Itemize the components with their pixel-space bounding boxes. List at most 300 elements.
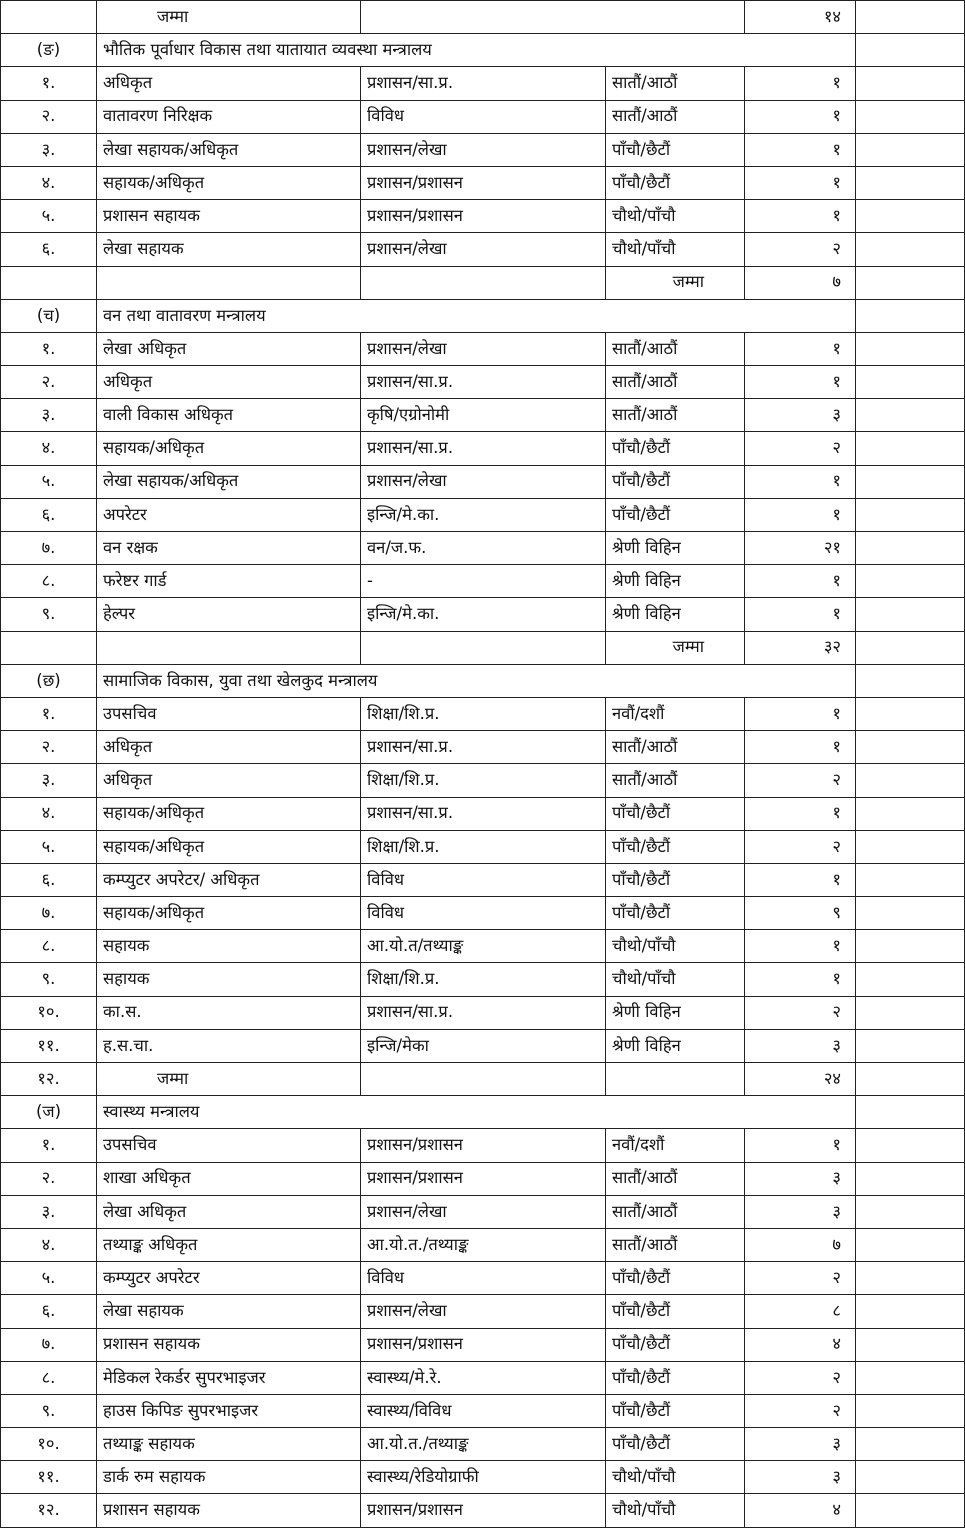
post-title-cell: अधिकृत <box>97 366 361 399</box>
table-row <box>1 1262 965 1295</box>
level-cell: पाँचौ/छैटौं <box>606 1262 745 1295</box>
empty-cell <box>856 664 965 697</box>
level-cell: नवौं/दशौं <box>606 697 745 730</box>
post-title-cell: अधिकृत <box>97 67 361 100</box>
post-title-cell: सहायक/अधिकृत <box>97 897 361 930</box>
service-group-cell: प्रशासन/लेखा <box>361 1195 606 1228</box>
empty-cell <box>361 266 606 299</box>
empty-cell <box>856 1228 965 1261</box>
empty-cell <box>361 1063 606 1096</box>
empty-cell <box>856 1295 965 1328</box>
level-cell: पाँचौ/छैटौं <box>606 133 745 166</box>
post-title-cell: हेल्पर <box>97 598 361 631</box>
table-row <box>1 100 965 133</box>
serial-number-cell: ७. <box>1 532 97 565</box>
level-cell: पाँचौ/छैटौं <box>606 1428 745 1461</box>
table-row <box>1 996 965 1029</box>
ministry-name-cell: वन तथा वातावरण मन्त्रालय <box>97 299 856 332</box>
empty-cell <box>856 797 965 830</box>
service-group-cell: प्रशासन/प्रशासन <box>361 1162 606 1195</box>
service-group-cell: आ.यो.त./तथ्याङ्क <box>361 1428 606 1461</box>
serial-number-cell: ५. <box>1 1262 97 1295</box>
empty-cell <box>856 565 965 598</box>
serial-number-cell: १०. <box>1 996 97 1029</box>
post-count-cell: १ <box>745 1129 856 1162</box>
service-group-cell: इन्जि/मेका <box>361 1029 606 1062</box>
empty-cell <box>856 1494 965 1527</box>
table-row <box>1 133 965 166</box>
post-title-cell: तथ्याङ्क सहायक <box>97 1428 361 1461</box>
empty-cell <box>1 1 97 34</box>
empty-cell <box>856 1195 965 1228</box>
empty-cell <box>856 1029 965 1062</box>
section-code-cell: (ज) <box>1 1096 97 1129</box>
serial-number-cell: ६. <box>1 498 97 531</box>
section-code-cell: (छ) <box>1 664 97 697</box>
serial-number-cell: ३. <box>1 399 97 432</box>
total-row <box>1 266 965 299</box>
serial-number-cell: ३. <box>1 764 97 797</box>
empty-cell <box>856 598 965 631</box>
level-cell: पाँचौ/छैटौं <box>606 897 745 930</box>
post-title-cell: मेडिकल रेकर्डर सुपरभाइजर <box>97 1361 361 1394</box>
section-header-row <box>1 299 965 332</box>
table-row <box>1 366 965 399</box>
post-title-cell: कम्प्युटर अपरेटर/ अधिकृत <box>97 863 361 896</box>
service-group-cell: प्रशासन/लेखा <box>361 1295 606 1328</box>
serial-number-cell: २. <box>1 366 97 399</box>
post-title-cell: लेखा सहायक/अधिकृत <box>97 465 361 498</box>
level-cell: सातौं/आठौं <box>606 67 745 100</box>
table-row <box>1 897 965 930</box>
total-count-cell: ३२ <box>745 631 856 664</box>
table-row <box>1 1129 965 1162</box>
ministry-name-cell: स्वास्थ्य मन्त्रालय <box>97 1096 856 1129</box>
level-cell: सातौं/आठौं <box>606 731 745 764</box>
empty-cell <box>856 498 965 531</box>
service-group-cell: शिक्षा/शि.प्र. <box>361 830 606 863</box>
post-title-cell: प्रशासन सहायक <box>97 200 361 233</box>
table-row <box>1 332 965 365</box>
empty-cell <box>856 963 965 996</box>
table-row <box>1 1461 965 1494</box>
service-group-cell: - <box>361 565 606 598</box>
post-title-cell: अधिकृत <box>97 764 361 797</box>
post-count-cell: ४ <box>745 1328 856 1361</box>
empty-cell <box>856 1 965 34</box>
serial-number-cell: ११. <box>1 1029 97 1062</box>
post-count-cell: ९ <box>745 897 856 930</box>
total-label-cell: जम्मा <box>606 266 745 299</box>
serial-number-cell: ६. <box>1 1295 97 1328</box>
empty-cell <box>856 764 965 797</box>
service-group-cell: प्रशासन/प्रशासन <box>361 1129 606 1162</box>
table-row <box>1 731 965 764</box>
serial-number-cell: २. <box>1 1162 97 1195</box>
serial-number-cell: ९. <box>1 963 97 996</box>
service-group-cell: आ.यो.त./तथ्याङ्क <box>361 1228 606 1261</box>
post-count-cell: १ <box>745 166 856 199</box>
table-row <box>1 1428 965 1461</box>
empty-cell <box>856 67 965 100</box>
empty-cell <box>856 1461 965 1494</box>
post-title-cell: अपरेटर <box>97 498 361 531</box>
post-count-cell: ३ <box>745 1195 856 1228</box>
level-cell: सातौं/आठौं <box>606 399 745 432</box>
total-row <box>1 1063 965 1096</box>
service-group-cell: स्वास्थ्य/विविध <box>361 1394 606 1427</box>
service-group-cell: प्रशासन/सा.प्र. <box>361 67 606 100</box>
serial-number-cell: ८. <box>1 930 97 963</box>
service-group-cell: प्रशासन/सा.प्र. <box>361 432 606 465</box>
serial-number-cell: ६. <box>1 863 97 896</box>
level-cell: सातौं/आठौं <box>606 1162 745 1195</box>
service-group-cell: प्रशासन/सा.प्र. <box>361 731 606 764</box>
table-row <box>1 1328 965 1361</box>
empty-cell <box>856 1328 965 1361</box>
empty-cell <box>856 631 965 664</box>
table-row <box>1 963 965 996</box>
post-count-cell: ३ <box>745 1162 856 1195</box>
post-count-cell: १ <box>745 133 856 166</box>
empty-cell <box>856 366 965 399</box>
level-cell: चौथो/पाँचौ <box>606 963 745 996</box>
table-row <box>1 764 965 797</box>
level-cell: नवौं/दशौं <box>606 1129 745 1162</box>
post-count-cell: ३ <box>745 399 856 432</box>
table-row <box>1 1228 965 1261</box>
empty-cell <box>856 399 965 432</box>
service-group-cell: प्रशासन/प्रशासन <box>361 166 606 199</box>
serial-number-cell: १२. <box>1 1063 97 1096</box>
level-cell: श्रेणी विहिन <box>606 532 745 565</box>
post-title-cell: ह.स.चा. <box>97 1029 361 1062</box>
post-count-cell: २ <box>745 1361 856 1394</box>
serial-number-cell: १. <box>1 332 97 365</box>
empty-cell <box>856 1394 965 1427</box>
total-label-cell: जम्मा <box>97 1 361 34</box>
post-title-cell: हाउस किपिङ सुपरभाइजर <box>97 1394 361 1427</box>
empty-cell <box>606 1063 745 1096</box>
serial-number-cell: ११. <box>1 1461 97 1494</box>
level-cell: चौथो/पाँचौ <box>606 200 745 233</box>
empty-cell <box>1 266 97 299</box>
level-cell: सातौं/आठौं <box>606 332 745 365</box>
post-title-cell: का.स. <box>97 996 361 1029</box>
empty-cell <box>856 930 965 963</box>
post-title-cell: सहायक/अधिकृत <box>97 830 361 863</box>
level-cell: सातौं/आठौं <box>606 366 745 399</box>
post-title-cell: अधिकृत <box>97 731 361 764</box>
post-count-cell: १ <box>745 498 856 531</box>
total-count-cell: २४ <box>745 1063 856 1096</box>
level-cell: पाँचौ/छैटौं <box>606 1295 745 1328</box>
post-count-cell: २१ <box>745 532 856 565</box>
empty-cell <box>856 863 965 896</box>
service-group-cell: प्रशासन/लेखा <box>361 465 606 498</box>
serial-number-cell: ४. <box>1 1228 97 1261</box>
table-row <box>1 399 965 432</box>
post-count-cell: ३ <box>745 1461 856 1494</box>
service-group-cell: विविध <box>361 1262 606 1295</box>
post-title-cell: लेखा अधिकृत <box>97 1195 361 1228</box>
level-cell: श्रेणी विहिन <box>606 996 745 1029</box>
serial-number-cell: ९. <box>1 1394 97 1427</box>
table-row <box>1 432 965 465</box>
service-group-cell: इन्जि/मे.का. <box>361 498 606 531</box>
table-row <box>1 498 965 531</box>
table-row <box>1 532 965 565</box>
service-group-cell: स्वास्थ्य/रेडियोग्राफी <box>361 1461 606 1494</box>
table-row <box>1 1162 965 1195</box>
serial-number-cell: २. <box>1 100 97 133</box>
post-count-cell: १ <box>745 565 856 598</box>
empty-cell <box>856 233 965 266</box>
post-count-cell: १ <box>745 697 856 730</box>
table-row <box>1 1361 965 1394</box>
post-count-cell: ३ <box>745 1029 856 1062</box>
service-group-cell: विविध <box>361 863 606 896</box>
empty-cell <box>856 1129 965 1162</box>
post-count-cell: १ <box>745 366 856 399</box>
total-count-cell: १४ <box>745 1 856 34</box>
table-row <box>1 697 965 730</box>
table-row <box>1 565 965 598</box>
service-group-cell: प्रशासन/प्रशासन <box>361 1494 606 1527</box>
post-title-cell: डार्क रुम सहायक <box>97 1461 361 1494</box>
serial-number-cell: ५. <box>1 200 97 233</box>
post-count-cell: १ <box>745 863 856 896</box>
table-row <box>1 67 965 100</box>
level-cell: पाँचौ/छैटौं <box>606 863 745 896</box>
empty-cell <box>856 1262 965 1295</box>
ministry-name-cell: सामाजिक विकास, युवा तथा खेलकुद मन्त्रालय <box>97 664 856 697</box>
post-count-cell: १ <box>745 731 856 764</box>
post-count-cell: १ <box>745 598 856 631</box>
serial-number-cell: ४. <box>1 797 97 830</box>
section-header-row <box>1 34 965 67</box>
empty-cell <box>856 332 965 365</box>
serial-number-cell: १२. <box>1 1494 97 1527</box>
empty-cell <box>361 631 606 664</box>
serial-number-cell: ५. <box>1 465 97 498</box>
post-count-cell: १ <box>745 963 856 996</box>
serial-number-cell: ९. <box>1 598 97 631</box>
level-cell: सातौं/आठौं <box>606 1195 745 1228</box>
service-group-cell: प्रशासन/प्रशासन <box>361 200 606 233</box>
table-row <box>1 1195 965 1228</box>
service-group-cell: वन/ज.फ. <box>361 532 606 565</box>
serial-number-cell: २. <box>1 731 97 764</box>
post-title-cell: वन रक्षक <box>97 532 361 565</box>
empty-cell <box>856 34 965 67</box>
service-group-cell: प्रशासन/लेखा <box>361 133 606 166</box>
post-title-cell: लेखा सहायक <box>97 1295 361 1328</box>
level-cell: पाँचौ/छैटौं <box>606 1328 745 1361</box>
post-title-cell: फरेष्टर गार्ड <box>97 565 361 598</box>
post-title-cell: वाली विकास अधिकृत <box>97 399 361 432</box>
post-count-cell: १ <box>745 100 856 133</box>
service-group-cell: विविध <box>361 100 606 133</box>
level-cell: सातौं/आठौं <box>606 100 745 133</box>
empty-cell <box>856 1063 965 1096</box>
table-row <box>1 830 965 863</box>
post-count-cell: ८ <box>745 1295 856 1328</box>
level-cell: श्रेणी विहिन <box>606 565 745 598</box>
empty-cell <box>856 133 965 166</box>
empty-cell <box>856 1096 965 1129</box>
table-row <box>1 797 965 830</box>
serial-number-cell: ७. <box>1 897 97 930</box>
post-title-cell: प्रशासन सहायक <box>97 1328 361 1361</box>
empty-cell <box>856 1361 965 1394</box>
serial-number-cell: १. <box>1 1129 97 1162</box>
service-group-cell: प्रशासन/सा.प्र. <box>361 366 606 399</box>
empty-cell <box>856 897 965 930</box>
empty-cell <box>856 731 965 764</box>
empty-cell <box>856 100 965 133</box>
post-title-cell: प्रशासन सहायक <box>97 1494 361 1527</box>
post-title-cell: सहायक <box>97 930 361 963</box>
table-row <box>1 200 965 233</box>
post-count-cell: २ <box>745 830 856 863</box>
level-cell: पाँचौ/छैटौं <box>606 498 745 531</box>
empty-cell <box>856 1162 965 1195</box>
service-group-cell: कृषि/एग्रोनोमी <box>361 399 606 432</box>
table-row <box>1 1295 965 1328</box>
level-cell: चौथो/पाँचौ <box>606 1461 745 1494</box>
empty-cell <box>97 631 361 664</box>
post-title-cell: सहायक/अधिकृत <box>97 797 361 830</box>
serial-number-cell: ७. <box>1 1328 97 1361</box>
serial-number-cell: ४. <box>1 166 97 199</box>
post-title-cell: उपसचिव <box>97 697 361 730</box>
post-count-cell: ३ <box>745 1428 856 1461</box>
table-row <box>1 1029 965 1062</box>
total-row <box>1 631 965 664</box>
ministry-name-cell: भौतिक पूर्वाधार विकास तथा यातायात व्यवस्था मन्त्रालय <box>97 34 856 67</box>
level-cell: पाँचौ/छैटौं <box>606 1394 745 1427</box>
post-count-cell: ७ <box>745 1228 856 1261</box>
empty-cell <box>856 200 965 233</box>
post-count-cell: ४ <box>745 1494 856 1527</box>
empty-cell <box>856 166 965 199</box>
serial-number-cell: ५. <box>1 830 97 863</box>
table-row <box>1 1394 965 1427</box>
serial-number-cell: ३. <box>1 133 97 166</box>
table-row <box>1 930 965 963</box>
level-cell: श्रेणी विहिन <box>606 1029 745 1062</box>
post-count-cell: १ <box>745 465 856 498</box>
level-cell: चौथो/पाँचौ <box>606 1494 745 1527</box>
post-title-cell: उपसचिव <box>97 1129 361 1162</box>
empty-cell <box>361 1 745 34</box>
service-group-cell: विविध <box>361 897 606 930</box>
empty-cell <box>856 996 965 1029</box>
section-code-cell: (च) <box>1 299 97 332</box>
service-group-cell: आ.यो.त/तथ्याङ्क <box>361 930 606 963</box>
service-group-cell: प्रशासन/सा.प्र. <box>361 996 606 1029</box>
post-count-cell: २ <box>745 1262 856 1295</box>
empty-cell <box>856 697 965 730</box>
level-cell: चौथो/पाँचौ <box>606 233 745 266</box>
post-title-cell: लेखा सहायक <box>97 233 361 266</box>
level-cell: पाँचौ/छैटौं <box>606 830 745 863</box>
post-title-cell: सहायक/अधिकृत <box>97 166 361 199</box>
post-title-cell: वातावरण निरिक्षक <box>97 100 361 133</box>
empty-cell <box>1 631 97 664</box>
post-count-cell: १ <box>745 200 856 233</box>
service-group-cell: प्रशासन/सा.प्र. <box>361 797 606 830</box>
empty-cell <box>856 299 965 332</box>
service-group-cell: शिक्षा/शि.प्र. <box>361 963 606 996</box>
serial-number-cell: ६. <box>1 233 97 266</box>
table-row <box>1 863 965 896</box>
serial-number-cell: ८. <box>1 565 97 598</box>
level-cell: श्रेणी विहिन <box>606 598 745 631</box>
post-count-cell: २ <box>745 764 856 797</box>
section-header-row <box>1 1096 965 1129</box>
post-title-cell: सहायक/अधिकृत <box>97 432 361 465</box>
service-group-cell: इन्जि/मे.का. <box>361 598 606 631</box>
level-cell: सातौं/आठौं <box>606 1228 745 1261</box>
level-cell: पाँचौ/छैटौं <box>606 166 745 199</box>
level-cell: सातौं/आठौं <box>606 764 745 797</box>
post-count-cell: १ <box>745 797 856 830</box>
post-count-cell: २ <box>745 233 856 266</box>
post-count-cell: १ <box>745 930 856 963</box>
serial-number-cell: १०. <box>1 1428 97 1461</box>
post-title-cell: सहायक <box>97 963 361 996</box>
table-row <box>1 166 965 199</box>
table-row <box>1 598 965 631</box>
level-cell: पाँचौ/छैटौं <box>606 432 745 465</box>
post-title-cell: शाखा अधिकृत <box>97 1162 361 1195</box>
service-group-cell: स्वास्थ्य/मे.रे. <box>361 1361 606 1394</box>
total-label-cell: जम्मा <box>606 631 745 664</box>
serial-number-cell: १. <box>1 697 97 730</box>
service-group-cell: शिक्षा/शि.प्र. <box>361 697 606 730</box>
serial-number-cell: १. <box>1 67 97 100</box>
empty-cell <box>856 830 965 863</box>
empty-cell <box>856 266 965 299</box>
serial-number-cell: ४. <box>1 432 97 465</box>
empty-cell <box>856 1428 965 1461</box>
service-group-cell: प्रशासन/लेखा <box>361 332 606 365</box>
post-title-cell: लेखा अधिकृत <box>97 332 361 365</box>
empty-cell <box>856 465 965 498</box>
post-count-cell: १ <box>745 67 856 100</box>
post-count-cell: २ <box>745 432 856 465</box>
empty-cell <box>97 266 361 299</box>
level-cell: चौथो/पाँचौ <box>606 930 745 963</box>
serial-number-cell: ३. <box>1 1195 97 1228</box>
level-cell: पाँचौ/छैटौं <box>606 1361 745 1394</box>
table-body <box>1 1 965 1528</box>
table-row <box>1 233 965 266</box>
level-cell: पाँचौ/छैटौं <box>606 797 745 830</box>
post-count-cell: २ <box>745 996 856 1029</box>
post-count-cell: २ <box>745 1394 856 1427</box>
post-title-cell: लेखा सहायक/अधिकृत <box>97 133 361 166</box>
section-code-cell: (ङ) <box>1 34 97 67</box>
service-group-cell: शिक्षा/शि.प्र. <box>361 764 606 797</box>
total-row <box>1 1 965 34</box>
table-row <box>1 465 965 498</box>
empty-cell <box>856 532 965 565</box>
section-header-row <box>1 664 965 697</box>
total-count-cell: ७ <box>745 266 856 299</box>
